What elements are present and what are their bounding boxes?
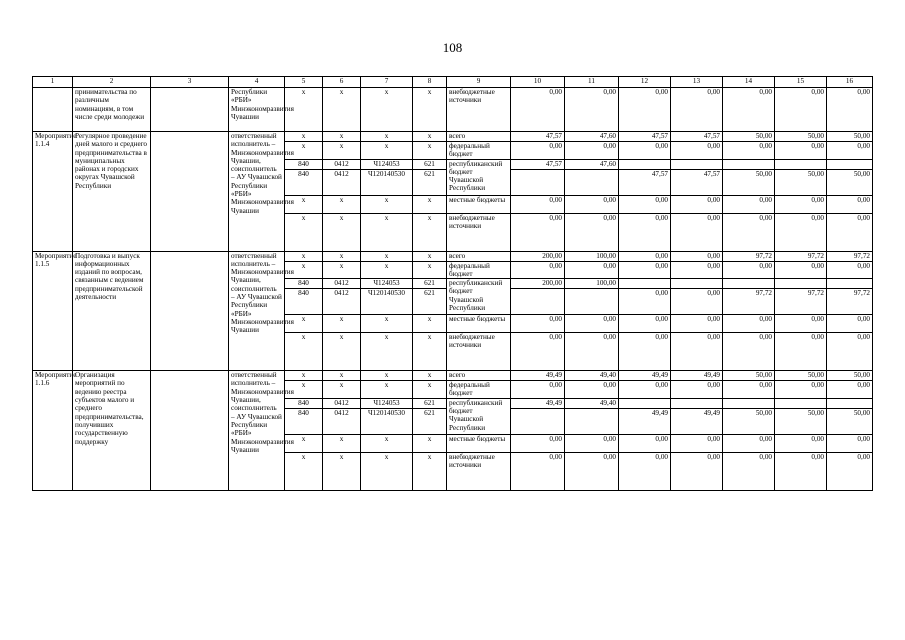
budget-code-cell: x [285,333,323,371]
amount-cell: 97,72 [723,289,775,315]
col-header: 14 [723,77,775,88]
amount-cell: 49,49 [671,408,723,434]
amount-cell: 49,49 [511,398,565,408]
amount-cell [565,169,619,195]
col-header: 5 [285,77,323,88]
amount-cell: 50,00 [827,408,873,434]
funding-source-cell: республиканский бюджет Чувашской Республики [447,279,511,315]
amount-cell: 0,00 [511,213,565,251]
amount-cell: 0,00 [827,434,873,452]
budget-code-cell: x [413,434,447,452]
budget-code-cell: 0412 [323,159,361,169]
empty-cell [151,88,229,132]
budget-code-cell: x [285,261,323,279]
amount-cell: 0,00 [511,195,565,213]
amount-cell: 0,00 [723,88,775,132]
budget-code-cell: 621 [413,279,447,289]
amount-cell [775,279,827,289]
budget-code-cell: x [413,195,447,213]
amount-cell [723,398,775,408]
amount-cell: 0,00 [775,452,827,490]
amount-cell: 0,00 [775,333,827,371]
empty-cell [151,251,229,371]
amount-cell: 0,00 [619,289,671,315]
budget-code-cell: x [285,452,323,490]
amount-cell: 0,00 [723,315,775,333]
budget-code-cell: 621 [413,289,447,315]
amount-cell: 0,00 [775,142,827,160]
amount-cell: 49,49 [619,408,671,434]
amount-cell: 0,00 [511,142,565,160]
amount-cell: 0,00 [827,333,873,371]
amount-cell: 0,00 [671,452,723,490]
col-header: 9 [447,77,511,88]
event-id-cell: Мероприятие 1.1.6 [33,371,73,491]
budget-code-cell: x [361,88,413,132]
budget-code-cell: x [285,142,323,160]
budget-code-cell: 840 [285,408,323,434]
executor-cell: ответственный исполнитель – Минэкономразвития Чувашии, соисполнитель – АУ Чувашской Республики «РБИ» Минэкономразвития Чувашии [229,371,285,491]
col-header: 3 [151,77,229,88]
budget-code-cell: x [361,195,413,213]
amount-cell: 50,00 [723,169,775,195]
budget-code-cell: x [361,315,413,333]
amount-cell: 0,00 [619,315,671,333]
budget-code-cell: Ч124053 [361,398,413,408]
budget-code-cell: 0412 [323,289,361,315]
amount-cell: 47,57 [619,169,671,195]
amount-cell: 0,00 [723,261,775,279]
amount-cell: 0,00 [511,333,565,371]
budget-code-cell: x [413,315,447,333]
funding-source-cell: внебюджетные источники [447,88,511,132]
budget-code-cell: x [323,452,361,490]
amount-cell [619,159,671,169]
amount-cell: 0,00 [671,289,723,315]
amount-cell: 0,00 [671,381,723,399]
funding-source-cell: федеральный бюджет [447,381,511,399]
col-header: 4 [229,77,285,88]
amount-cell: 97,72 [723,251,775,261]
amount-cell: 0,00 [827,315,873,333]
amount-cell: 49,49 [511,371,565,381]
amount-cell: 0,00 [511,261,565,279]
amount-cell: 0,00 [565,452,619,490]
budget-code-cell: x [285,371,323,381]
amount-cell: 0,00 [619,333,671,371]
amount-cell [671,398,723,408]
event-name-cell: Регулярное проведение дней малого и среднего предпринимательства в муниципальных районах и городских округах Чувашской Республики [73,132,151,252]
funding-source-cell: местные бюджеты [447,315,511,333]
amount-cell: 0,00 [671,261,723,279]
amount-cell [511,408,565,434]
table-row [33,88,873,132]
amount-cell: 49,49 [619,371,671,381]
col-header: 8 [413,77,447,88]
amount-cell [511,169,565,195]
budget-code-cell: x [285,88,323,132]
amount-cell: 50,00 [827,132,873,142]
amount-cell: 0,00 [775,381,827,399]
amount-cell: 0,00 [671,333,723,371]
table-row [33,251,873,261]
amount-cell: 0,00 [565,333,619,371]
amount-cell: 0,00 [619,195,671,213]
amount-cell: 0,00 [511,315,565,333]
budget-code-cell: 621 [413,398,447,408]
amount-cell: 0,00 [619,251,671,261]
budget-table [32,76,873,491]
col-header: 16 [827,77,873,88]
amount-cell: 100,00 [565,251,619,261]
col-header: 13 [671,77,723,88]
amount-cell [827,159,873,169]
col-header: 12 [619,77,671,88]
amount-cell: 0,00 [565,195,619,213]
amount-cell: 0,00 [619,261,671,279]
amount-cell: 47,57 [671,132,723,142]
col-header: 7 [361,77,413,88]
amount-cell: 50,00 [775,408,827,434]
amount-cell: 47,60 [565,132,619,142]
budget-code-cell: x [413,251,447,261]
budget-code-cell: x [285,434,323,452]
budget-code-cell: x [285,195,323,213]
event-id-cell [33,88,73,132]
executor-cell: Республики «РБИ» Минэкономразвития Чувашии [229,88,285,132]
amount-cell: 50,00 [723,371,775,381]
funding-source-cell: федеральный бюджет [447,142,511,160]
amount-cell: 50,00 [775,132,827,142]
amount-cell [723,279,775,289]
amount-cell: 100,00 [565,279,619,289]
amount-cell: 47,57 [511,159,565,169]
budget-code-cell: Ч120140530 [361,408,413,434]
budget-code-cell: x [285,381,323,399]
funding-source-cell: всего [447,132,511,142]
amount-cell [565,289,619,315]
budget-code-cell: 621 [413,169,447,195]
budget-code-cell: x [413,88,447,132]
amount-cell: 0,00 [671,315,723,333]
amount-cell: 50,00 [775,169,827,195]
amount-cell: 0,00 [827,381,873,399]
budget-code-cell: x [323,381,361,399]
budget-code-cell: x [323,333,361,371]
amount-cell: 47,57 [671,169,723,195]
budget-code-cell: 0412 [323,408,361,434]
amount-cell: 0,00 [671,142,723,160]
amount-cell: 0,00 [671,251,723,261]
table-row [33,371,873,381]
amount-cell: 0,00 [565,88,619,132]
event-name-cell: Подготовка и выпуск информационных изданий по вопросам, связанным с ведением предпринимательской деятельности [73,251,151,371]
budget-code-cell: x [323,142,361,160]
budget-code-cell: x [361,371,413,381]
budget-code-cell: x [413,381,447,399]
page-number: 108 [442,40,463,55]
budget-code-cell: x [285,213,323,251]
amount-cell: 0,00 [619,213,671,251]
amount-cell: 49,40 [565,398,619,408]
amount-cell: 200,00 [511,279,565,289]
budget-code-cell: 840 [285,398,323,408]
amount-cell [827,398,873,408]
amount-cell: 0,00 [827,452,873,490]
amount-cell: 0,00 [723,381,775,399]
amount-cell: 0,00 [619,142,671,160]
budget-code-cell: 840 [285,279,323,289]
budget-code-cell: x [285,132,323,142]
budget-code-cell: 840 [285,289,323,315]
budget-code-cell: x [361,434,413,452]
funding-source-cell: внебюджетные источники [447,333,511,371]
budget-code-cell: x [323,371,361,381]
funding-source-cell: внебюджетные источники [447,452,511,490]
budget-code-cell: Ч124053 [361,159,413,169]
col-header: 11 [565,77,619,88]
amount-cell: 0,00 [671,213,723,251]
amount-cell: 200,00 [511,251,565,261]
event-id-cell: Мероприятие 1.1.4 [33,132,73,252]
amount-cell: 0,00 [775,261,827,279]
amount-cell: 0,00 [565,213,619,251]
col-header: 1 [33,77,73,88]
amount-cell: 0,00 [827,142,873,160]
executor-cell: ответственный исполнитель – Минэкономразвития Чувашии, соисполнитель – АУ Чувашской Республики «РБИ» Минэкономразвития Чувашии [229,251,285,371]
amount-cell: 0,00 [511,452,565,490]
amount-cell [565,408,619,434]
budget-code-cell: 840 [285,159,323,169]
amount-cell: 0,00 [619,434,671,452]
amount-cell: 0,00 [511,88,565,132]
budget-code-cell: x [413,213,447,251]
funding-source-cell: федеральный бюджет [447,261,511,279]
amount-cell [619,398,671,408]
funding-source-cell: республиканский бюджет Чувашской Республики [447,398,511,434]
amount-cell: 0,00 [565,434,619,452]
amount-cell [723,159,775,169]
funding-source-cell: республиканский бюджет Чувашской Республики [447,159,511,195]
budget-code-cell: x [413,333,447,371]
budget-code-cell: x [323,213,361,251]
amount-cell: 97,72 [827,289,873,315]
budget-code-cell: 0412 [323,398,361,408]
amount-cell: 97,72 [775,289,827,315]
col-header: 2 [73,77,151,88]
budget-code-cell: Ч124053 [361,279,413,289]
amount-cell: 0,00 [565,315,619,333]
budget-code-cell: x [323,251,361,261]
amount-cell: 50,00 [775,371,827,381]
amount-cell: 0,00 [827,195,873,213]
budget-code-cell: x [361,251,413,261]
amount-cell: 0,00 [671,88,723,132]
amount-cell [671,279,723,289]
amount-cell: 0,00 [565,381,619,399]
amount-cell: 0,00 [775,315,827,333]
event-id-cell: Мероприятие 1.1.5 [33,251,73,371]
amount-cell [671,159,723,169]
event-name-cell: Организация мероприятий по ведению реестра субъектов малого и среднего предпринимательства, получивших государственную поддержку [73,371,151,491]
budget-code-cell: x [413,132,447,142]
budget-code-cell: Ч120140530 [361,289,413,315]
amount-cell: 0,00 [723,142,775,160]
amount-cell: 0,00 [619,381,671,399]
amount-cell: 49,49 [671,371,723,381]
amount-cell: 0,00 [511,434,565,452]
executor-cell: ответственный исполнитель – Минэкономразвития Чувашии, соисполнитель – АУ Чувашской Республики «РБИ» Минэкономразвития Чувашии [229,132,285,252]
budget-code-cell: x [413,142,447,160]
budget-code-cell: Ч120140530 [361,169,413,195]
col-header: 10 [511,77,565,88]
funding-source-cell: местные бюджеты [447,195,511,213]
amount-cell: 0,00 [723,195,775,213]
budget-code-cell: x [323,261,361,279]
col-header: 6 [323,77,361,88]
column-number-row [33,77,873,88]
budget-code-cell: 840 [285,169,323,195]
budget-code-cell: x [361,333,413,371]
amount-cell: 0,00 [723,434,775,452]
amount-cell: 0,00 [619,452,671,490]
amount-cell: 0,00 [723,213,775,251]
amount-cell [619,279,671,289]
amount-cell [775,398,827,408]
funding-source-cell: местные бюджеты [447,434,511,452]
budget-code-cell: 0412 [323,169,361,195]
amount-cell: 97,72 [775,251,827,261]
budget-code-cell: x [285,315,323,333]
amount-cell: 50,00 [723,132,775,142]
budget-code-cell: x [361,142,413,160]
budget-code-cell: x [323,132,361,142]
budget-code-cell: x [413,371,447,381]
amount-cell: 0,00 [619,88,671,132]
funding-source-cell: внебюджетные источники [447,213,511,251]
budget-code-cell: x [413,261,447,279]
amount-cell: 50,00 [723,408,775,434]
amount-cell [511,289,565,315]
empty-cell [151,132,229,252]
amount-cell: 0,00 [565,142,619,160]
event-name-cell: принимательства по различным номинациям, в том числе среди молодежи [73,88,151,132]
amount-cell: 0,00 [671,434,723,452]
amount-cell: 0,00 [511,381,565,399]
amount-cell: 49,40 [565,371,619,381]
budget-code-cell: 621 [413,159,447,169]
budget-code-cell: x [361,132,413,142]
budget-code-cell: x [413,452,447,490]
amount-cell: 47,57 [511,132,565,142]
amount-cell: 0,00 [827,213,873,251]
table-row [33,132,873,142]
amount-cell: 0,00 [775,88,827,132]
empty-cell [151,371,229,491]
amount-cell: 0,00 [827,261,873,279]
col-header: 15 [775,77,827,88]
amount-cell [775,159,827,169]
budget-code-cell: x [323,434,361,452]
budget-code-cell: x [323,88,361,132]
amount-cell: 0,00 [775,434,827,452]
amount-cell: 47,60 [565,159,619,169]
amount-cell: 0,00 [775,213,827,251]
budget-code-cell: x [361,261,413,279]
budget-code-cell: 0412 [323,279,361,289]
amount-cell: 0,00 [671,195,723,213]
amount-cell: 0,00 [827,88,873,132]
budget-code-cell: x [323,195,361,213]
amount-cell: 0,00 [723,452,775,490]
amount-cell: 50,00 [827,169,873,195]
budget-code-cell: x [323,315,361,333]
amount-cell: 50,00 [827,371,873,381]
amount-cell: 0,00 [723,333,775,371]
amount-cell [827,279,873,289]
budget-code-cell: x [361,213,413,251]
amount-cell: 47,57 [619,132,671,142]
budget-code-cell: x [285,251,323,261]
amount-cell: 0,00 [565,261,619,279]
budget-code-cell: 621 [413,408,447,434]
amount-cell: 0,00 [775,195,827,213]
budget-code-cell: x [361,381,413,399]
funding-source-cell: всего [447,251,511,261]
amount-cell: 97,72 [827,251,873,261]
funding-source-cell: всего [447,371,511,381]
budget-code-cell: x [361,452,413,490]
